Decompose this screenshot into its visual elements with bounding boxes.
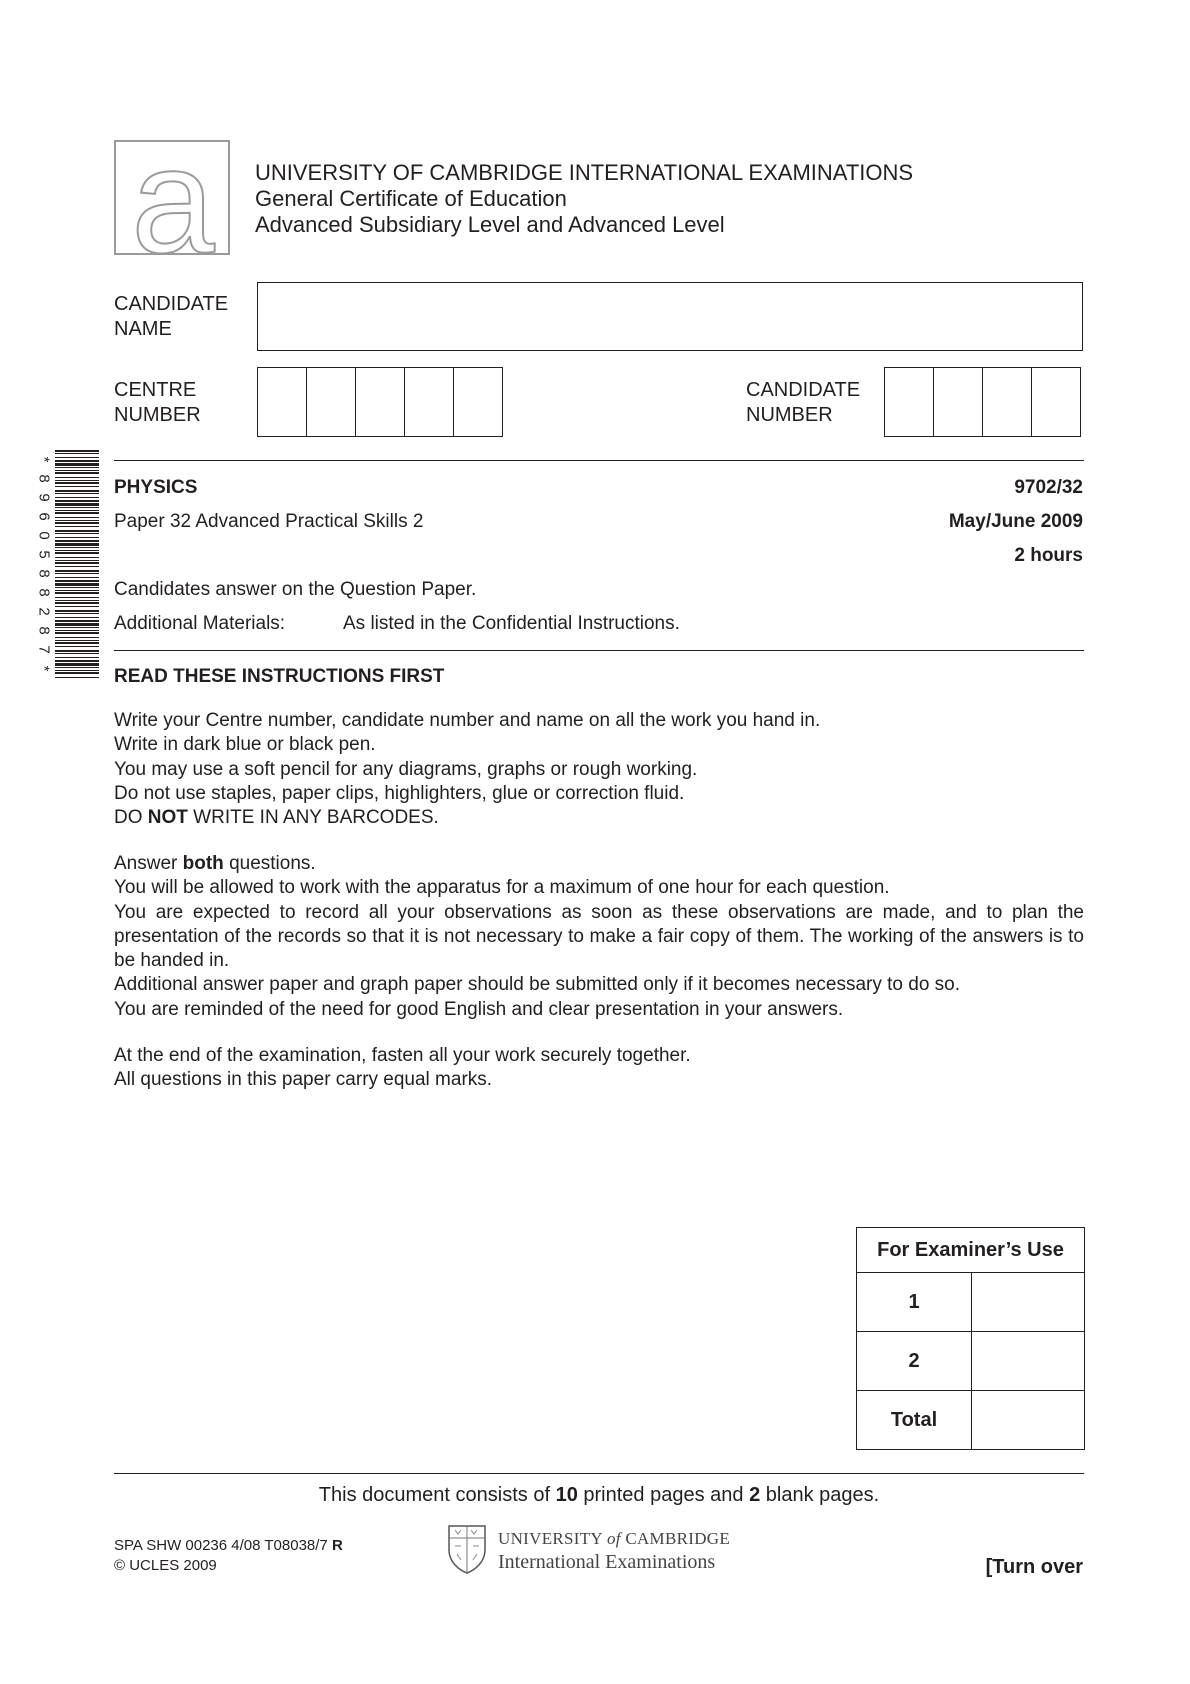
centre-number-digit-box[interactable] <box>257 367 307 437</box>
barcode-bar <box>55 630 99 631</box>
barcode-bar <box>55 450 99 452</box>
barcode-bar <box>55 520 99 521</box>
barcode-bar <box>55 472 99 474</box>
barcode-digit: 8 <box>35 474 53 483</box>
barcode-bar <box>55 490 99 492</box>
barcode-bar <box>55 463 99 466</box>
exam-session: May/June 2009 <box>948 511 1083 532</box>
barcode-bar <box>55 486 99 487</box>
barcode-bar <box>55 642 99 644</box>
barcode-bar <box>55 646 99 647</box>
candidate-number-label-line1: CANDIDATE <box>746 379 861 401</box>
candidate-number-boxes <box>884 367 1080 437</box>
examiner-row-label: 1 <box>857 1273 972 1332</box>
barcode-bar <box>55 600 99 601</box>
centre-number-digit-box[interactable] <box>404 367 454 437</box>
barcode-bar <box>55 573 99 574</box>
candidate-name-label <box>114 292 228 342</box>
candidate-number-digit-box[interactable] <box>1031 367 1081 437</box>
barcode-bar <box>55 677 99 678</box>
barcode-bar <box>55 507 99 508</box>
document-reference <box>114 1536 343 1576</box>
barcode-bar <box>55 552 99 554</box>
barcode-bar <box>55 453 99 454</box>
instructions-paragraph-3 <box>114 1044 1084 1093</box>
barcode-bar <box>55 632 99 634</box>
text-run: This document consists of <box>318 1484 556 1506</box>
barcode-bar <box>55 660 99 662</box>
centre-number-label <box>114 378 201 428</box>
barcode-bar <box>55 467 99 468</box>
text-run: Answer <box>114 853 183 874</box>
barcode-bar <box>55 637 99 638</box>
barcode-digit: 2 <box>35 607 53 616</box>
barcode-bar <box>55 566 99 567</box>
text-run: blank pages. <box>760 1484 880 1506</box>
candidate-number-digit-box[interactable] <box>933 367 983 437</box>
barcode-bar <box>55 653 99 654</box>
barcode-bar <box>55 457 99 458</box>
barcode-bar <box>55 477 99 478</box>
instruction-line: Write in dark blue or black pen. <box>114 734 376 756</box>
barcode-bar <box>55 623 99 626</box>
barcode-bar <box>55 547 99 548</box>
candidate-number-label <box>746 378 860 428</box>
text-run: DO <box>114 807 148 829</box>
barcode-bar <box>55 497 99 498</box>
turn-over: [Turn over <box>985 1556 1083 1578</box>
materials-label: Additional Materials: <box>114 613 286 634</box>
materials-value: As listed in the Confidential Instructions. <box>343 613 680 634</box>
centre-number-digit-box[interactable] <box>453 367 503 437</box>
barcode-bar <box>55 517 99 518</box>
divider-mid <box>114 650 1084 651</box>
page-count-note <box>0 1484 1190 1507</box>
candidate-number-digit-box[interactable] <box>884 367 934 437</box>
text-run: UNIVERSITY <box>498 1529 603 1548</box>
barcode-bar <box>55 597 99 598</box>
barcode-digit: * <box>35 456 53 463</box>
barcode-bar <box>55 503 99 506</box>
barcode-bar <box>55 482 99 484</box>
header-line-3: Advanced Subsidiary Level and Advanced Level <box>255 212 725 237</box>
barcode-bar <box>55 530 99 532</box>
centre-number-boxes <box>257 367 502 437</box>
text-run: questions. <box>223 853 316 874</box>
cambridge-crest-icon <box>447 1524 487 1574</box>
barcode-bar <box>55 606 99 607</box>
barcode-bar <box>55 526 99 527</box>
header-line-2: General Certificate of Education <box>255 186 567 211</box>
reference-code-line <box>114 1536 343 1556</box>
centre-number-digit-box[interactable] <box>306 367 356 437</box>
barcode-digit: 9 <box>35 493 53 502</box>
barcode-bar <box>55 500 99 502</box>
barcode-bar <box>55 543 99 546</box>
blank-page-count: 2 <box>749 1484 761 1506</box>
printed-page-count: 10 <box>555 1484 578 1506</box>
barcode-bar <box>55 657 99 658</box>
barcode-digit: 5 <box>35 550 53 559</box>
barcode-bar <box>55 613 99 614</box>
barcode-number <box>35 450 53 678</box>
text-run-bold: NOT <box>147 807 188 829</box>
divider-bottom <box>114 1473 1084 1474</box>
barcode-digit: 7 <box>35 645 53 654</box>
examiner-table-heading: For Examiner’s Use <box>857 1228 1085 1273</box>
barcode-bar <box>55 650 99 652</box>
examiner-mark-cell[interactable] <box>972 1332 1085 1391</box>
barcode-bar <box>55 493 99 494</box>
instructions-paragraph-2 <box>114 852 1084 1022</box>
barcode-digit: 6 <box>35 512 53 521</box>
barcode-bar <box>55 537 99 538</box>
instruction-line: At the end of the examination, fasten all your work securely together. <box>114 1045 691 1066</box>
text-run-italic: of <box>606 1529 621 1548</box>
divider-top <box>114 460 1084 461</box>
barcode-bar <box>55 577 99 578</box>
candidate-number-label-line2: NUMBER <box>746 404 833 426</box>
exam-duration: 2 hours <box>1014 545 1083 566</box>
barcode-bar <box>55 617 99 618</box>
examiner-mark-cell[interactable] <box>972 1273 1085 1332</box>
barcode-bar <box>55 557 99 558</box>
barcode-bar <box>55 533 99 534</box>
instruction-line: You are expected to record all your observations as soon as these observations are made, and to plan the presentation of the records so that it is not necessary to make a fair copy of them. The working of the answers is to be handed in. <box>114 901 1084 972</box>
text-run: printed pages and <box>577 1484 750 1506</box>
candidate-name-label-line1: CANDIDATE <box>114 293 229 315</box>
text-run: WRITE IN ANY BARCODES. <box>187 807 439 829</box>
barcode-bar <box>55 610 99 612</box>
reference-code: SPA SHW 00236 4/08 T08038/7 <box>114 1537 328 1554</box>
barcode-bar <box>55 670 99 671</box>
barcode-number-text <box>35 450 53 678</box>
barcode-bar <box>55 562 99 564</box>
text-run: CAMBRIDGE <box>625 1529 731 1548</box>
barcode-digit: * <box>35 665 53 672</box>
examiner-row-label: Total <box>857 1391 972 1450</box>
barcode-bar <box>55 470 99 471</box>
instruction-line: All questions in this paper carry equal marks. <box>114 1069 493 1091</box>
barcode-bar <box>55 587 99 588</box>
cambridge-wordmark-line1 <box>498 1528 730 1550</box>
examiner-use-table <box>856 1227 1085 1450</box>
instructions-paragraph-1 <box>114 709 1084 830</box>
barcode-bar <box>55 510 99 511</box>
barcode-bar <box>55 480 99 481</box>
barcode-bar <box>55 602 99 604</box>
examiner-row-label: 2 <box>857 1332 972 1391</box>
barcode-digit: 0 <box>35 531 53 540</box>
instruction-line: Do not use staples, paper clips, highlighters, glue or correction fluid. <box>114 782 685 804</box>
barcode-bar <box>55 667 99 668</box>
barcode-bar <box>55 672 99 674</box>
instructions-heading: READ THESE INSTRUCTIONS FIRST <box>114 666 445 687</box>
reference-code-suffix: R <box>331 1537 343 1554</box>
barcode-digit: 8 <box>35 569 53 578</box>
logo-letter-a: a <box>131 140 215 255</box>
instruction-line: You are reminded of the need for good English and clear presentation in your answers. <box>114 998 844 1020</box>
instruction-line: Write your Centre number, candidate number and name on all the work you hand in. <box>114 710 821 731</box>
instruction-line: You will be allowed to work with the apparatus for a maximum of one hour for each question. <box>114 877 890 899</box>
barcode-digit: 8 <box>35 626 53 635</box>
barcode-bar <box>55 540 99 542</box>
barcode-bar <box>55 580 99 582</box>
barcode <box>55 450 99 678</box>
cambridge-wordmark <box>498 1528 730 1574</box>
paper-title: Paper 32 Advanced Practical Skills 2 <box>114 511 424 532</box>
barcode-bar <box>55 583 99 586</box>
candidate-number-digit-box[interactable] <box>982 367 1032 437</box>
barcode-bar <box>55 460 99 462</box>
barcode-bar <box>55 590 99 591</box>
cie-logo <box>114 140 230 255</box>
barcode-bar <box>55 550 99 551</box>
copyright: © UCLES 2009 <box>114 1557 217 1574</box>
barcode-digit: 8 <box>35 588 53 597</box>
centre-number-label-line1: CENTRE <box>114 379 197 401</box>
centre-number-digit-box[interactable] <box>355 367 405 437</box>
centre-number-label-line2: NUMBER <box>114 404 201 426</box>
barcode-bar <box>55 620 99 622</box>
cambridge-wordmark-line2: International Examinations <box>498 1551 716 1573</box>
instruction-line: You may use a soft pencil for any diagrams, graphs or rough working. <box>114 758 698 780</box>
instruction-line <box>114 806 1084 830</box>
barcode-bar <box>55 522 99 524</box>
paper-code: 9702/32 <box>1014 477 1083 498</box>
instruction-line <box>114 852 1084 876</box>
text-run-bold: both <box>182 853 224 874</box>
barcode-bar <box>55 627 99 628</box>
answer-note: Candidates answer on the Question Paper. <box>114 579 477 600</box>
header-line-1: UNIVERSITY OF CAMBRIDGE INTERNATIONAL EXAMINATIONS <box>255 160 914 185</box>
barcode-bar <box>55 560 99 561</box>
barcode-bar <box>55 640 99 641</box>
examiner-mark-cell[interactable] <box>972 1391 1085 1450</box>
barcode-bar <box>55 512 99 514</box>
barcode-bar <box>55 592 99 594</box>
subject: PHYSICS <box>114 477 198 498</box>
barcode-bar <box>55 570 99 572</box>
candidate-name-field[interactable] <box>257 282 1083 351</box>
barcode-bar <box>55 663 99 666</box>
candidate-name-label-line2: NAME <box>114 318 172 340</box>
instruction-line: Additional answer paper and graph paper should be submitted only if it becomes necessary to do so. <box>114 974 961 996</box>
